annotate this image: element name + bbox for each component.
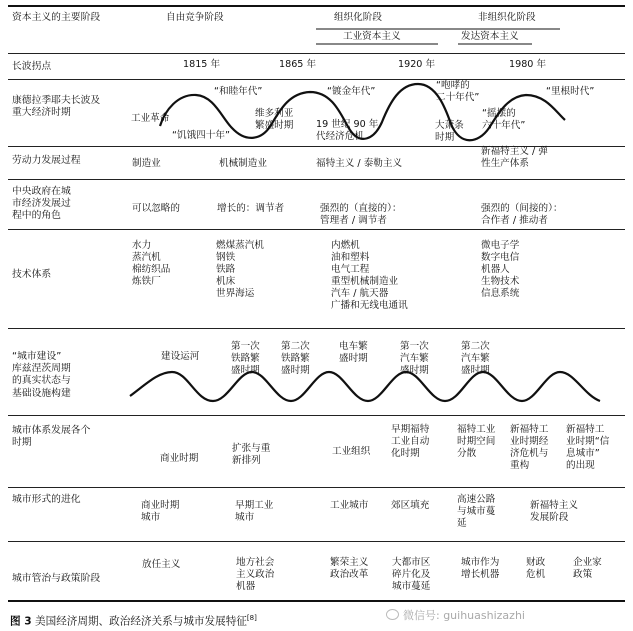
period-industrial-revolution: 工业革命 xyxy=(131,113,170,124)
tech-second-wave: 燃煤蒸汽机 钢铁 铁路 机床 世界海运 xyxy=(216,240,264,299)
row-label-stage: 资本主义的主要阶段 xyxy=(12,12,101,23)
row-label-kuznets: “城市建设” 库兹涅茨周期 的真实状态与 基础设施构建 xyxy=(12,351,71,399)
stage-disorganized: 非组织化阶段 xyxy=(478,12,536,23)
turning-point-1920: 1920 年 xyxy=(398,59,436,70)
tech-fourth-wave: 微电子学 数字电信 机器人 生物技术 信息系统 xyxy=(481,240,520,299)
row-label-urban-form: 城市形式的进化 xyxy=(12,494,81,505)
gov-ignorable: 可以忽略的 xyxy=(132,203,180,214)
gov-policy-growth-machine: 城市作为 增长机器 xyxy=(461,557,500,580)
tech-third-wave: 内燃机 油和塑料 电气工程 重型机械制造业 汽车 / 航天器 广播和无线电通讯 xyxy=(331,240,408,311)
stage-organized: 组织化阶段 xyxy=(334,12,382,23)
turning-point-1815: 1815 年 xyxy=(183,59,221,70)
period-reagan: “里根时代” xyxy=(546,86,595,97)
system-neo-fordism-info: 新福特工 业时期“信 息城市” 的出现 xyxy=(566,424,610,471)
figure-reference: [8] xyxy=(246,614,257,622)
form-industrial-city: 工业城市 xyxy=(330,500,369,511)
kuznets-car-1: 第一次 汽车繁 盛时期 xyxy=(400,341,429,376)
gov-strong-indirect: 强烈的（间接的）： 合作者 / 推动者 xyxy=(481,203,563,226)
row-label-labor: 劳动力发展过程 xyxy=(12,155,81,166)
gov-policy-metro-fragment: 大都市区 碎片化及 城市蔓延 xyxy=(392,557,431,592)
form-neo-fordism-stage: 新福特主义 发展阶段 xyxy=(530,500,578,523)
stage-free-competition: 自由竞争阶段 xyxy=(166,12,224,23)
period-harmony: “和睦年代” xyxy=(214,86,263,97)
labor-machine: 机械制造业 xyxy=(219,158,267,169)
form-suburb: 郊区填充 xyxy=(391,500,430,511)
stage-industrial-capitalism: 工业资本主义 xyxy=(343,31,401,42)
row-label-long-wave: 长波拐点 xyxy=(12,61,52,72)
row-label-urban-system: 城市体系发展各个 时期 xyxy=(12,425,91,449)
row-label-governance: 城市管治与政策阶段 xyxy=(12,573,101,584)
system-industrial-org: 工业组织 xyxy=(332,446,371,457)
turning-point-1980: 1980 年 xyxy=(509,59,547,70)
gov-growing: 增长的：调节者 xyxy=(217,203,285,214)
row-label-kondratieff: 康德拉季耶夫长波及 重大经济时期 xyxy=(12,95,101,119)
period-crisis-1890s: 19 世纪 90 年 代经济危机 xyxy=(316,119,379,142)
kuznets-rail-1: 第一次 铁路繁 盛时期 xyxy=(231,341,260,376)
gov-policy-laissez-faire: 放任主义 xyxy=(142,559,181,570)
labor-post-fordism: 新福特主义 / 弹 性生产体系 xyxy=(481,146,548,169)
system-commercial: 商业时期 xyxy=(160,453,199,464)
form-highway: 高速公路 与城市蔓 延 xyxy=(457,494,496,529)
row-label-government: 中央政府在城 市经济发展过 程中的角色 xyxy=(12,186,71,222)
gov-policy-enterprise: 企业家 政策 xyxy=(573,557,602,580)
gov-policy-local-society: 地方社会 主义政治 机器 xyxy=(236,557,275,592)
watermark-text: 微信号: guihuashizazhi xyxy=(403,609,525,622)
period-swinging-sixties: “摇摆的 六十年代” xyxy=(482,108,526,131)
form-commercial-city: 商业时期 城市 xyxy=(141,500,180,523)
system-fordism-dispersal: 福特工业 时期空间 分散 xyxy=(457,424,496,459)
kuznets-tram: 电车繁 盛时期 xyxy=(339,341,368,364)
row-label-technology: 技术体系 xyxy=(12,269,52,280)
period-great-depression: 大萧条 时期 xyxy=(435,120,464,143)
system-expansion: 扩张与重 新排列 xyxy=(232,443,271,466)
gov-policy-prosperity: 繁荣主义 政治改革 xyxy=(330,557,369,580)
wechat-icon xyxy=(386,609,399,620)
kuznets-canal: 建设运河 xyxy=(161,351,200,362)
labor-fordism: 福特主义 / 泰勒主义 xyxy=(316,158,403,169)
labor-manufacturing: 制造业 xyxy=(132,158,161,169)
watermark xyxy=(386,607,525,623)
form-early-industrial: 早期工业 城市 xyxy=(235,500,274,523)
kuznets-rail-2: 第二次 铁路繁 盛时期 xyxy=(281,341,310,376)
kuznets-wave-curve xyxy=(130,372,600,401)
turning-point-1865: 1865 年 xyxy=(279,59,317,70)
period-gilded: “镀金年代” xyxy=(327,86,376,97)
period-roaring-twenties: “咆哮的 二十年代” xyxy=(436,80,480,103)
figure-caption xyxy=(10,611,257,629)
figure-title: 美国经济周期、政治经济关系与城市发展特征 xyxy=(35,615,247,628)
figure-number: 图 3 xyxy=(10,615,32,628)
tech-first-wave: 水力 蒸汽机 棉纺织品 炼铁厂 xyxy=(132,240,171,287)
period-hungry-forties: “饥饿四十年” xyxy=(172,130,230,141)
system-early-fordism: 早期福特 工业自动 化时期 xyxy=(391,424,430,459)
stage-advanced-capitalism: 发达资本主义 xyxy=(461,31,519,42)
period-victorian: 维多利亚 繁盛时期 xyxy=(255,108,294,131)
gov-policy-fiscal-crisis: 财政 危机 xyxy=(526,557,546,580)
gov-strong-direct: 强烈的（直接的）： 管理者 / 调节者 xyxy=(320,203,402,226)
kuznets-car-2: 第二次 汽车繁 盛时期 xyxy=(461,341,490,376)
system-neo-fordism-crisis: 新福特工 业时期经 济危机与 重构 xyxy=(510,424,549,471)
